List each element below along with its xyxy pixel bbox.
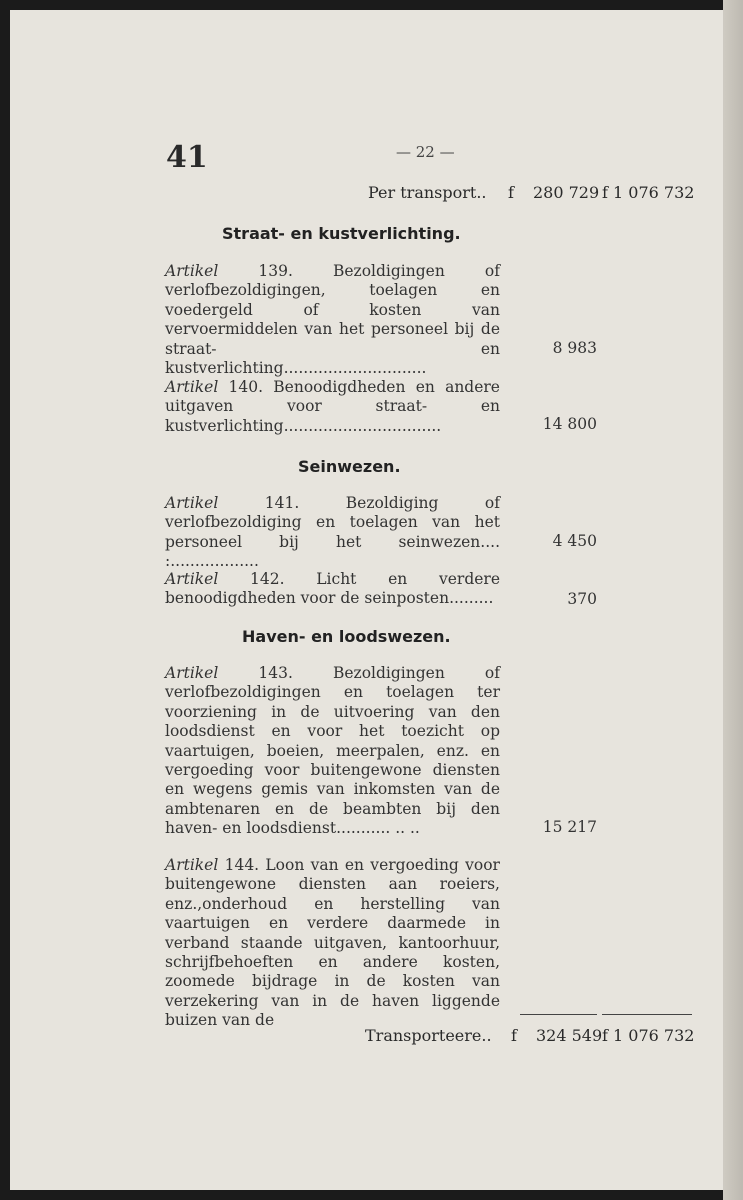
article-amount: 15 217 (542, 818, 597, 836)
article-label: Artikel (165, 570, 219, 588)
page-number: 41 (166, 140, 208, 175)
carry-forward-amount-1: 324 549 (536, 1026, 603, 1045)
article-label: Artikel (165, 494, 219, 512)
article-text: Bezoldiging of verlofbezoldiging en toelagen van het personeel bij het seinwezen.... :.................. (165, 494, 500, 571)
article-text: Loon van en vergoeding voor buitengewone diensten aan roeiers, enz.,onderhoud en herstelling van vaartuigen en verdere daarmede in verband staande uitgaven, kantoorhuur, schrijfbehoeften en andere kosten, zoomede bijdrage in de kosten van verzekering van in de haven liggende buizen van de (165, 856, 500, 1030)
article-number: 144. (224, 856, 260, 874)
article-number: 141. (264, 494, 300, 512)
article-144 (165, 856, 500, 1031)
page-edge (723, 0, 743, 1200)
section-heading: Straat- en kustverlichting. (222, 224, 461, 243)
article-text: Bezoldigingen of verlofbezoldigingen, toelagen en voedergeld of kosten van vervoermiddelen van het personeel bij de straat- en kustverlichting............................. (165, 262, 500, 378)
article-text: Licht en verdere benoodigdheden voor de seinposten......... (165, 570, 500, 608)
article-amount: 14 800 (542, 415, 597, 433)
transport-amount-1: 280 729 (533, 183, 600, 202)
article-text: Bezoldigingen of verlofbezoldigingen en toelagen ter voorziening in de uitvoering van den loodsdienst en voor het toezicht op vaartuigen, boeien, meerpalen, enz. en vergoeding voor buitengewone diensten en wegens gemis van inkomsten van de ambtenaren en de beambten bij den haven- en loodsdienst........... .. .. (165, 664, 500, 838)
transport-label: Per transport.. (368, 183, 487, 202)
article-141 (165, 494, 500, 572)
sum-rule (602, 1014, 692, 1015)
article-number: 142. (250, 570, 285, 588)
article-140 (165, 378, 500, 436)
carry-forward-currency: f (511, 1026, 517, 1045)
folio-number: — 22 — (396, 143, 455, 161)
carry-forward-amount-2: f 1 076 732 (602, 1026, 695, 1045)
article-number: 143. (258, 664, 293, 682)
article-label: Artikel (165, 664, 219, 682)
transport-amount-2: f 1 076 732 (602, 183, 695, 202)
article-label: Artikel (165, 262, 219, 280)
article-amount: 370 (567, 590, 597, 608)
article-number: 140. (228, 378, 264, 396)
article-142 (165, 570, 500, 609)
article-amount: 8 983 (552, 339, 597, 357)
carry-forward-label: Transporteere.. (365, 1026, 492, 1045)
article-143 (165, 664, 500, 839)
section-heading: Haven- en loodswezen. (242, 627, 451, 646)
section-heading: Seinwezen. (298, 457, 401, 476)
article-number: 139. (258, 262, 293, 280)
sum-rule (520, 1014, 597, 1015)
article-amount: 4 450 (552, 532, 597, 550)
article-139 (165, 262, 500, 378)
transport-currency: f (508, 183, 514, 202)
article-label: Artikel (165, 378, 219, 396)
article-text: Benoodigdheden en andere uitgaven voor straat- en kustverlichting................................ (165, 378, 500, 435)
article-label: Artikel (165, 856, 219, 874)
